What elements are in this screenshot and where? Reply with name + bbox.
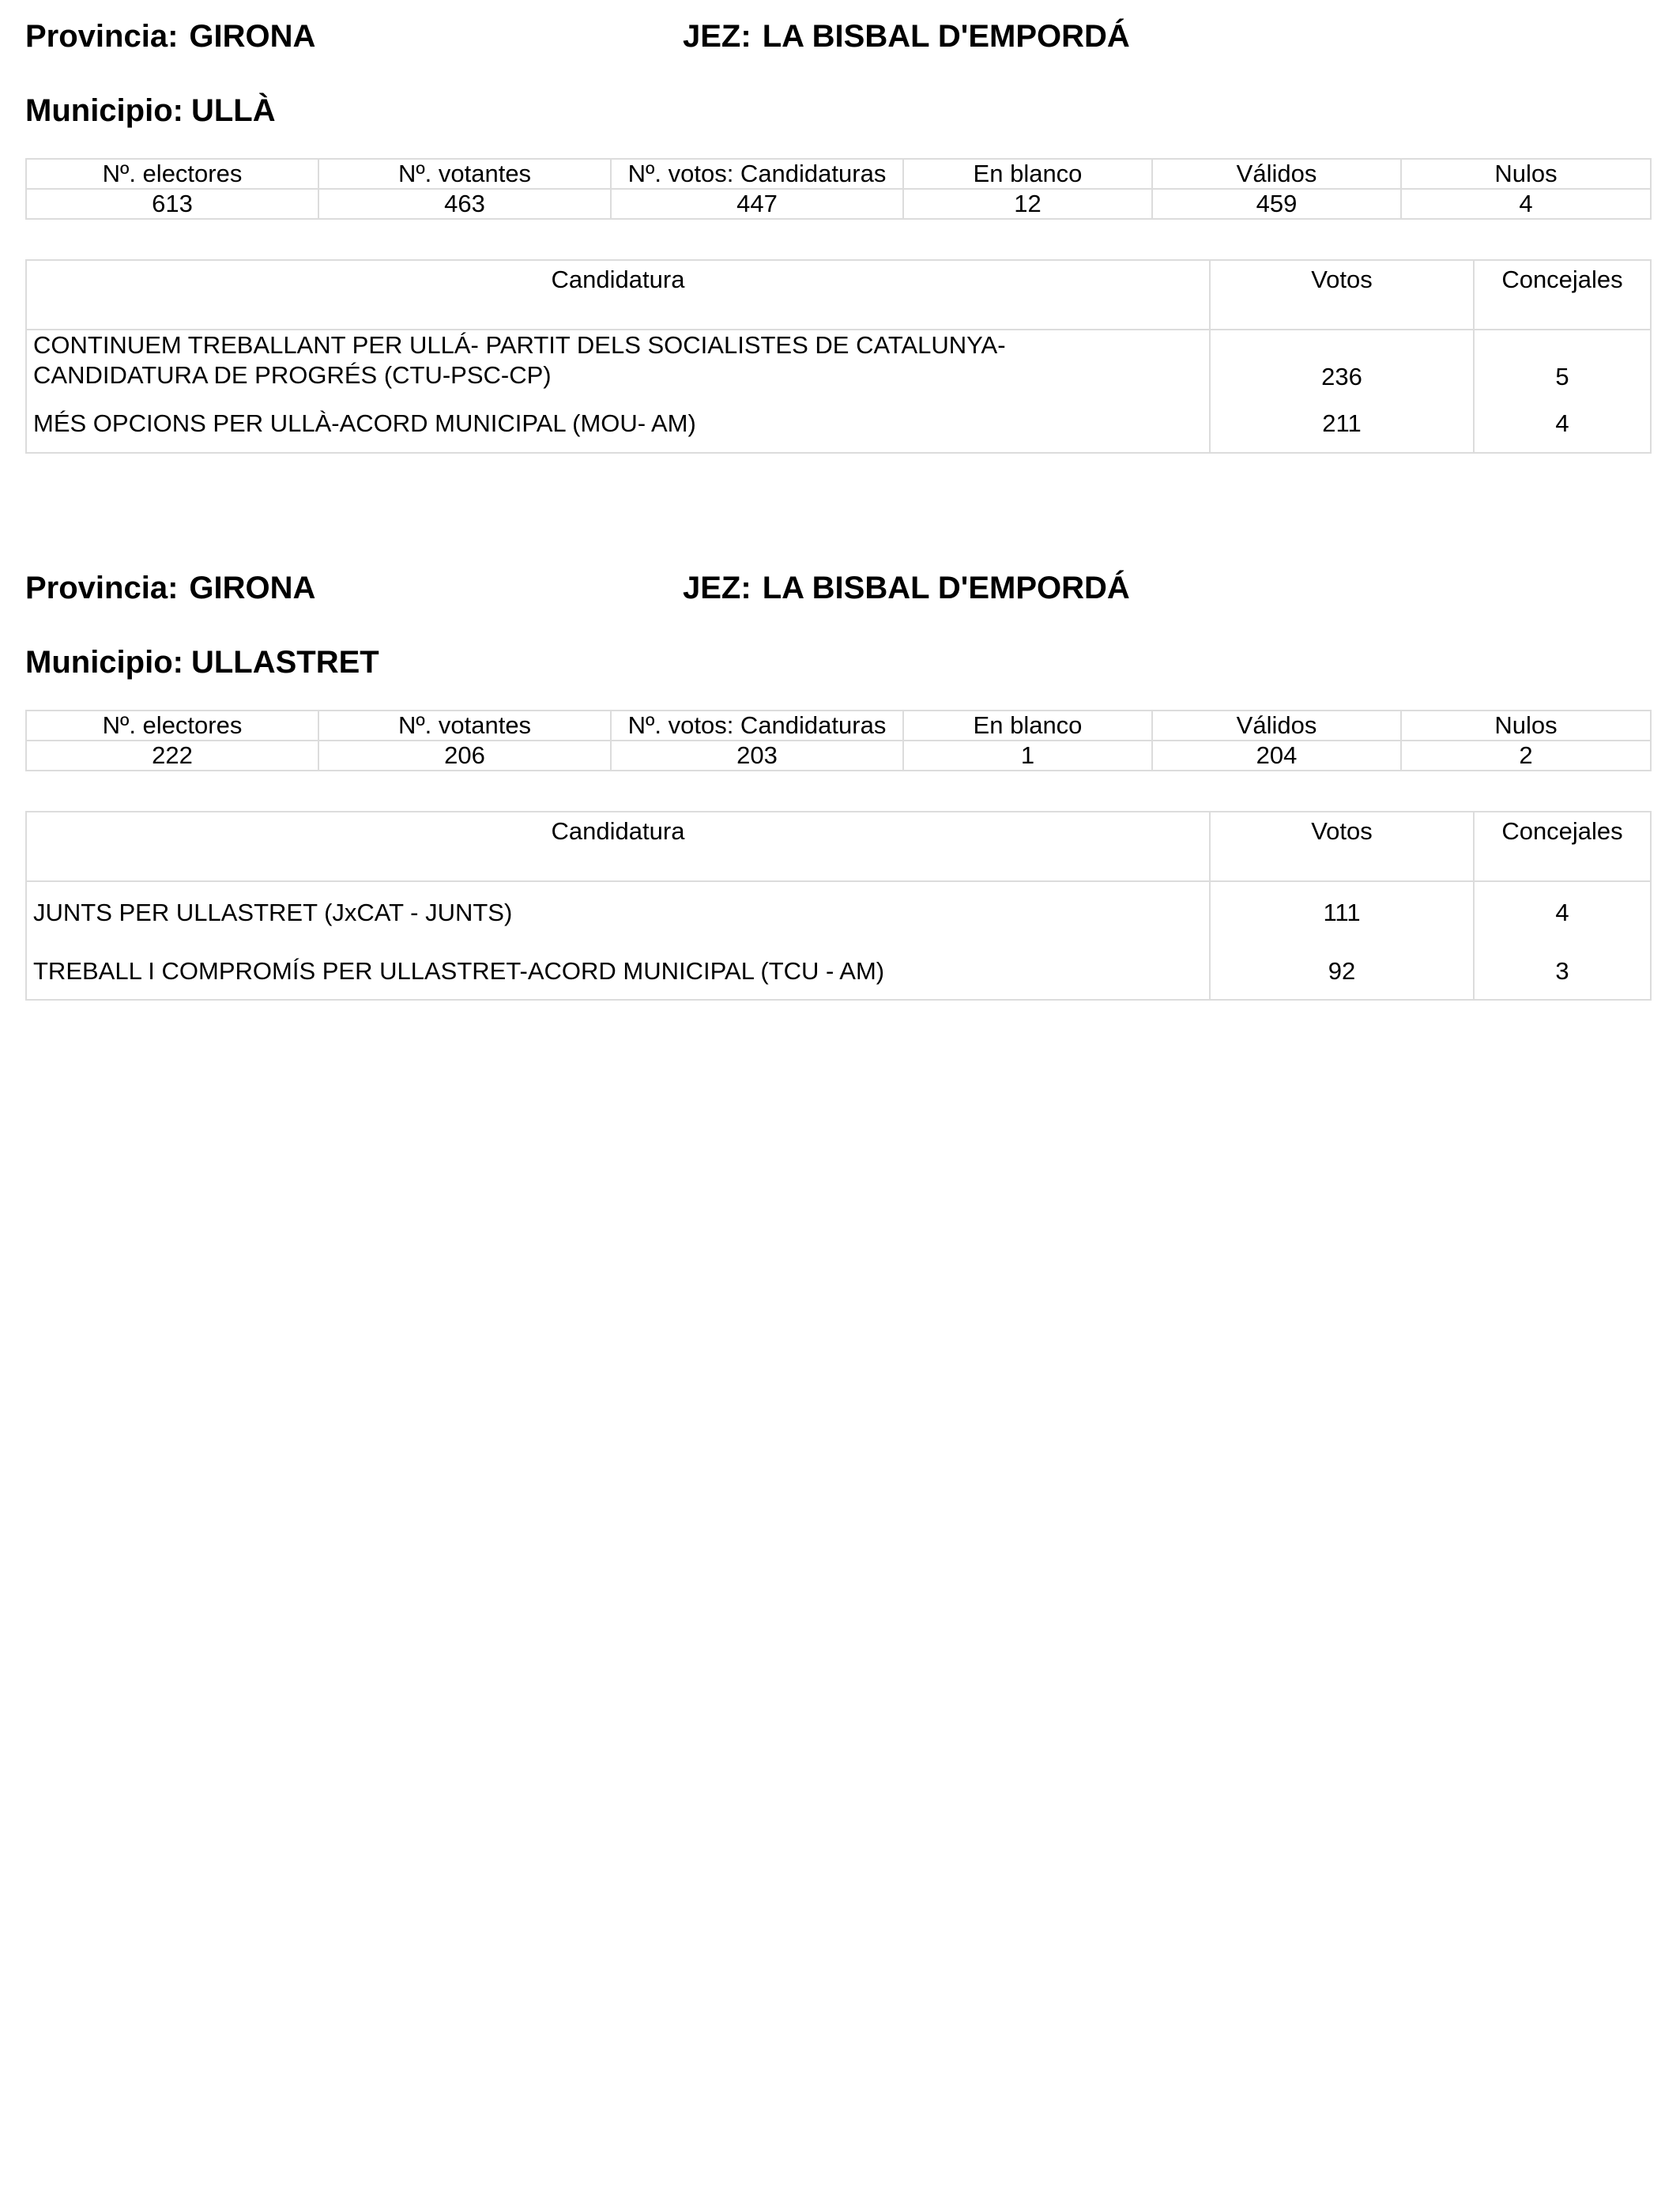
jez-label: JEZ:	[683, 571, 751, 605]
candidates-header-row	[26, 812, 1651, 881]
value-validos: 459	[1152, 189, 1401, 219]
value-votos-candidaturas: 447	[611, 189, 903, 219]
summary-header-row	[26, 159, 1651, 189]
header-nulos: Nulos	[1401, 711, 1651, 741]
header-electores: Nº. electores	[26, 159, 318, 189]
table-row	[26, 330, 1651, 394]
candidate-concejales: 4	[1474, 881, 1651, 943]
header-nulos: Nulos	[1401, 159, 1651, 189]
candidate-votos: 92	[1210, 943, 1474, 1000]
jez-value: LA BISBAL D'EMPORDÁ	[762, 19, 1130, 54]
value-nulos: 4	[1401, 189, 1651, 219]
summary-value-row	[26, 189, 1651, 219]
candidates-header-row	[26, 260, 1651, 330]
summary-header-row	[26, 711, 1651, 741]
municipio-heading	[25, 647, 379, 678]
value-electores: 222	[26, 741, 318, 771]
jez-heading	[683, 572, 1130, 604]
header-validos: Válidos	[1152, 159, 1401, 189]
header-en-blanco: En blanco	[903, 711, 1152, 741]
header-votos: Votos	[1210, 260, 1474, 330]
candidate-name-line1: CONTINUEM TREBALLANT PER ULLÁ- PARTIT DELS SOCIALISTES DE CATALUNYA-	[33, 331, 1006, 359]
value-validos: 204	[1152, 741, 1401, 771]
jez-label: JEZ:	[683, 19, 751, 54]
candidate-votos: 236	[1210, 330, 1474, 394]
summary-value-row	[26, 741, 1651, 771]
header-votos: Votos	[1210, 812, 1474, 881]
value-votos-candidaturas: 203	[611, 741, 903, 771]
header-concejales: Concejales	[1474, 812, 1651, 881]
provincia-value: GIRONA	[189, 571, 316, 605]
candidate-name: MÉS OPCIONS PER ULLÀ-ACORD MUNICIPAL (MOU- AM)	[26, 394, 1210, 453]
summary-table	[25, 158, 1652, 220]
header-en-blanco: En blanco	[903, 159, 1152, 189]
table-row	[26, 394, 1651, 453]
value-en-blanco: 12	[903, 189, 1152, 219]
provincia-value: GIRONA	[189, 19, 316, 54]
municipio-value: ULLÀ	[190, 93, 276, 128]
municipio-value: ULLASTRET	[190, 645, 379, 680]
candidates-table	[25, 811, 1652, 1001]
candidate-name	[26, 330, 1210, 394]
header-votantes: Nº. votantes	[318, 711, 611, 741]
candidate-concejales: 5	[1474, 330, 1651, 394]
candidate-name: JUNTS PER ULLASTRET (JxCAT - JUNTS)	[26, 881, 1210, 943]
value-nulos: 2	[1401, 741, 1651, 771]
header-candidatura: Candidatura	[26, 812, 1210, 881]
provincia-label: Provincia:	[25, 571, 179, 605]
candidate-concejales: 3	[1474, 943, 1651, 1000]
candidate-name: TREBALL I COMPROMÍS PER ULLASTRET-ACORD MUNICIPAL (TCU - AM)	[26, 943, 1210, 1000]
header-candidatura: Candidatura	[26, 260, 1210, 330]
header-votantes: Nº. votantes	[318, 159, 611, 189]
candidate-name-line2: CANDIDATURA DE PROGRÉS (CTU-PSC-CP)	[33, 361, 552, 389]
municipio-label: Municipio:	[25, 93, 183, 128]
municipio-label: Municipio:	[25, 645, 183, 680]
provincia-heading	[25, 572, 315, 604]
candidate-votos: 211	[1210, 394, 1474, 453]
provincia-label: Provincia:	[25, 19, 179, 54]
provincia-heading	[25, 21, 315, 52]
candidates-table	[25, 259, 1652, 454]
header-concejales: Concejales	[1474, 260, 1651, 330]
table-row	[26, 943, 1651, 1000]
header-votos-candidaturas: Nº. votos: Candidaturas	[611, 159, 903, 189]
table-row	[26, 881, 1651, 943]
municipio-heading	[25, 95, 276, 126]
candidate-concejales: 4	[1474, 394, 1651, 453]
header-votos-candidaturas: Nº. votos: Candidaturas	[611, 711, 903, 741]
value-votantes: 206	[318, 741, 611, 771]
candidate-votos: 111	[1210, 881, 1474, 943]
value-electores: 613	[26, 189, 318, 219]
value-votantes: 463	[318, 189, 611, 219]
value-en-blanco: 1	[903, 741, 1152, 771]
summary-table	[25, 710, 1652, 771]
header-electores: Nº. electores	[26, 711, 318, 741]
jez-heading	[683, 21, 1130, 52]
header-validos: Válidos	[1152, 711, 1401, 741]
jez-value: LA BISBAL D'EMPORDÁ	[762, 571, 1130, 605]
